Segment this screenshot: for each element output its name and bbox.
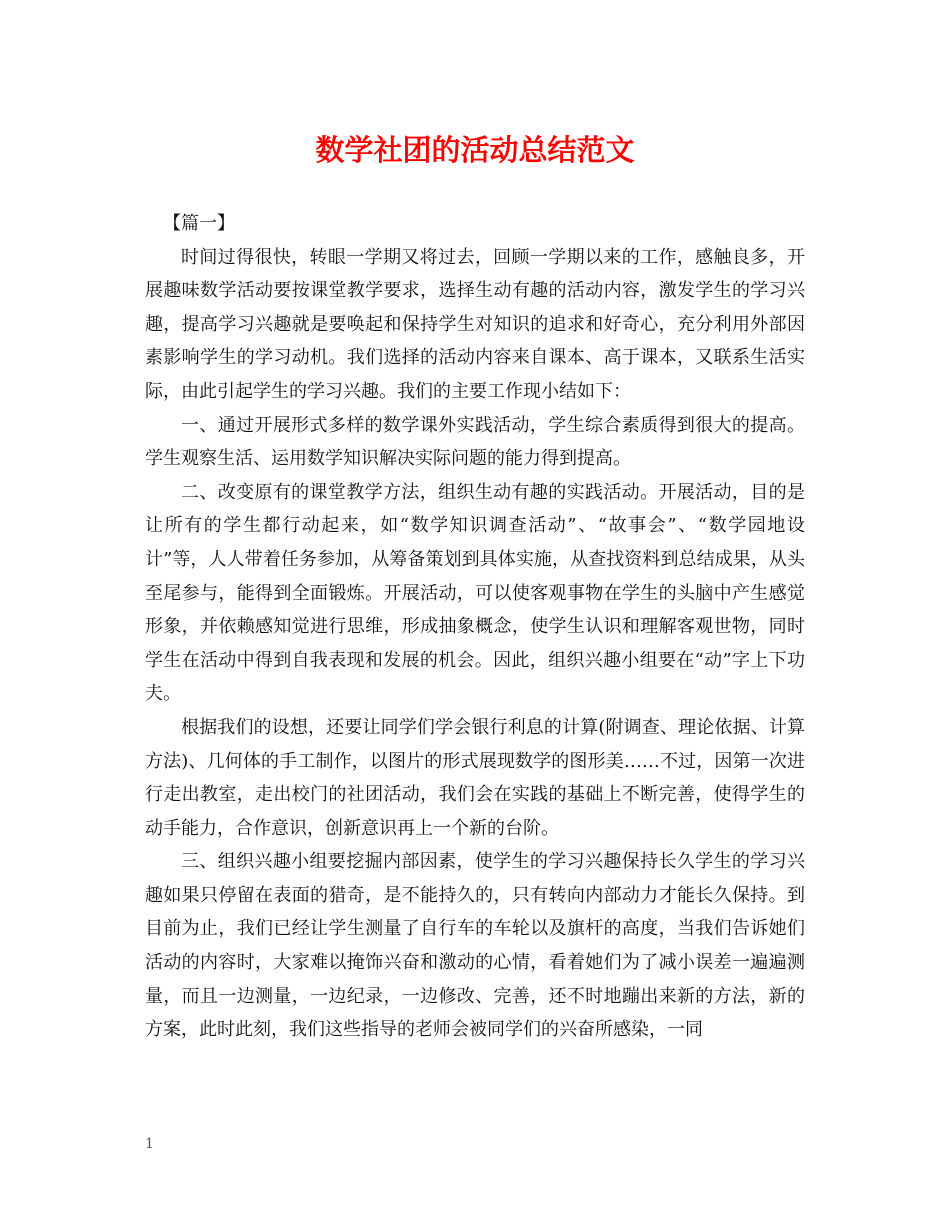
document-title: 数学社团的活动总结范文	[315, 133, 635, 167]
page-number: 1	[145, 1136, 154, 1152]
paragraph-plan: 根据我们的设想，还要让同学们学会银行利息的计算(附调查、理论依据、计算方法)、几何体的手工制作，以图片的形式展现数学的图形美……不过，因第一次进行走出教室，走出校门的社团活动，我们会在实践的基础上不断完善，使得学生的动手能力，合作意识，创新意识再上一个新的台阶。	[145, 716, 805, 839]
paragraph-intro: 时间过得很快，转眼一学期又将过去，回顾一学期以来的工作，感触良多，开展趣味数学活动要按课堂教学要求，选择生动有趣的活动内容，激发学生的学习兴趣，提高学习兴趣就是要唤起和保持学生对知识的追求和好奇心，充分利用外部因素影响学生的学习动机。我们选择的活动内容来自课本、高于课本，又联系生活实际，由此引起学生的学习兴趣。我们的主要工作现小结如下：	[145, 246, 805, 402]
document-body	[145, 207, 805, 1047]
paragraph-point-one: 一、通过开展形式多样的数学课外实践活动，学生综合素质得到很大的提高。学生观察生活、运用数学知识解决实际问题的能力得到提高。	[145, 414, 805, 470]
paragraph-point-two: 二、改变原有的课堂教学方法，组织生动有趣的实践活动。开展活动，目的是让所有的学生都行动起来，如“数学知识调查活动”、“故事会”、“数学园地设计”等，人人带着任务参加，从筹备策划到具体实施，从查找资料到总结成果，从头至尾参与，能得到全面锻炼。开展活动，可以使客观事物在学生的头脑中产生感觉形象，并依赖感知觉进行思维，形成抽象概念，使学生认识和理解客观世物，同时学生在活动中得到自我表现和发展的机会。因此，组织兴趣小组要在“动”字上下功夫。	[145, 481, 805, 705]
section-label: 【篇一】	[163, 213, 235, 234]
paragraph-point-three: 三、组织兴趣小组要挖掘内部因素，使学生的学习兴趣保持长久学生的学习兴趣如果只停留在表面的猎奇，是不能持久的，只有转向内部动力才能长久保持。到目前为止，我们已经让学生测量了自行车的车轮以及旗杆的高度，当我们告诉她们活动的内容时，大家难以掩饰兴奋和激动的心情，看着她们为了减小误差一遍遍测量，而且一边测量，一边纪录，一边修改、完善，还不时地蹦出来新的方法，新的方案，此时此刻，我们这些指导的老师会被同学们的兴奋所感染，一同	[145, 851, 805, 1041]
